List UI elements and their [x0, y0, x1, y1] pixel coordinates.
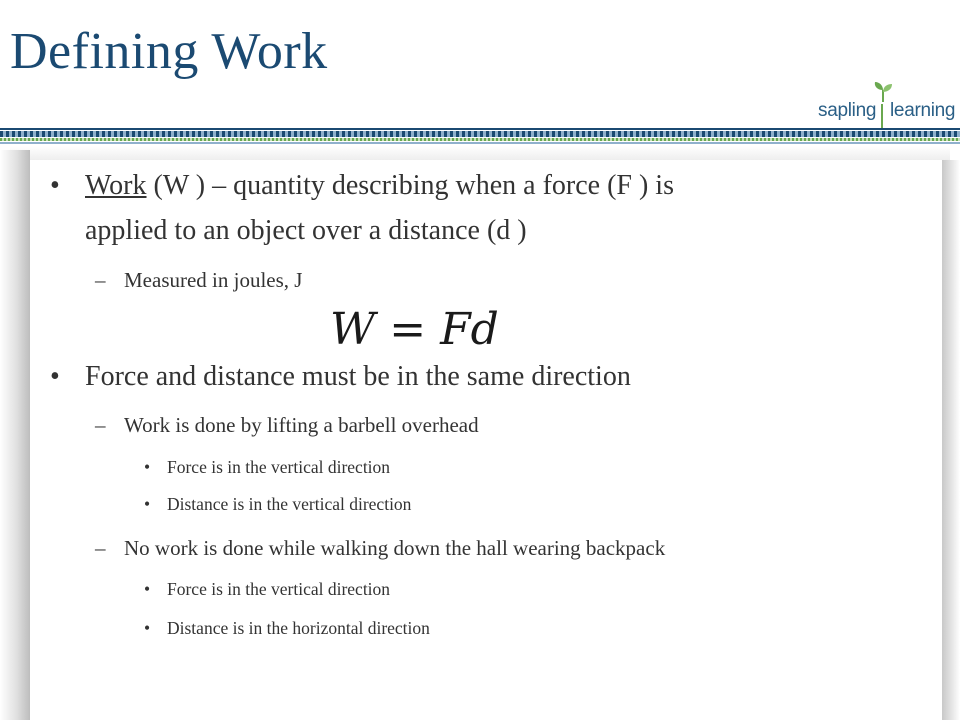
bullet-marker: •	[144, 579, 151, 599]
sub-barbell: Work is done by lifting a barbell overhead	[124, 413, 479, 437]
dash-marker: –	[95, 413, 106, 437]
sub-joules: Measured in joules, J	[124, 268, 303, 292]
bullet-work-definition	[85, 167, 674, 205]
card-shadow-right	[942, 160, 960, 720]
logo-word-learning: learning	[890, 100, 956, 121]
barbell-distance: Distance is in the vertical direction	[167, 494, 412, 514]
bullet-marker: •	[144, 457, 151, 477]
backpack-distance: Distance is in the horizontal direction	[167, 618, 430, 638]
dash-marker: –	[95, 268, 106, 292]
work-formula: W = Fd	[330, 304, 499, 355]
bullet-marker: •	[144, 494, 151, 514]
header-green-band	[0, 138, 960, 141]
backpack-force: Force is in the vertical direction	[167, 579, 391, 599]
bullet-same-direction: Force and distance must be in the same direction	[85, 361, 631, 392]
sapling-learning-logo	[818, 80, 958, 126]
logo-divider	[881, 104, 883, 128]
bullet-marker: •	[50, 361, 60, 392]
definition-line2: applied to an object over a distance (d )	[85, 215, 527, 246]
slide-title: Defining Work	[10, 23, 328, 80]
logo-word-sapling: sapling	[818, 100, 877, 121]
card-shadow-left	[0, 150, 30, 720]
definition-line1: (W ) – quantity describing when a force (F ) is	[146, 170, 674, 201]
card-shadow-top	[10, 146, 950, 160]
bullet-marker: •	[144, 618, 151, 638]
dash-marker: –	[95, 536, 106, 560]
sub-backpack: No work is done while walking down the hall wearing backpack	[124, 536, 666, 560]
header-rule	[0, 128, 960, 130]
header-pattern-band	[0, 131, 960, 137]
bullet-marker: •	[50, 170, 60, 201]
header-rule-lower	[0, 142, 960, 144]
term-work: Work	[85, 170, 147, 201]
barbell-force: Force is in the vertical direction	[167, 457, 391, 477]
